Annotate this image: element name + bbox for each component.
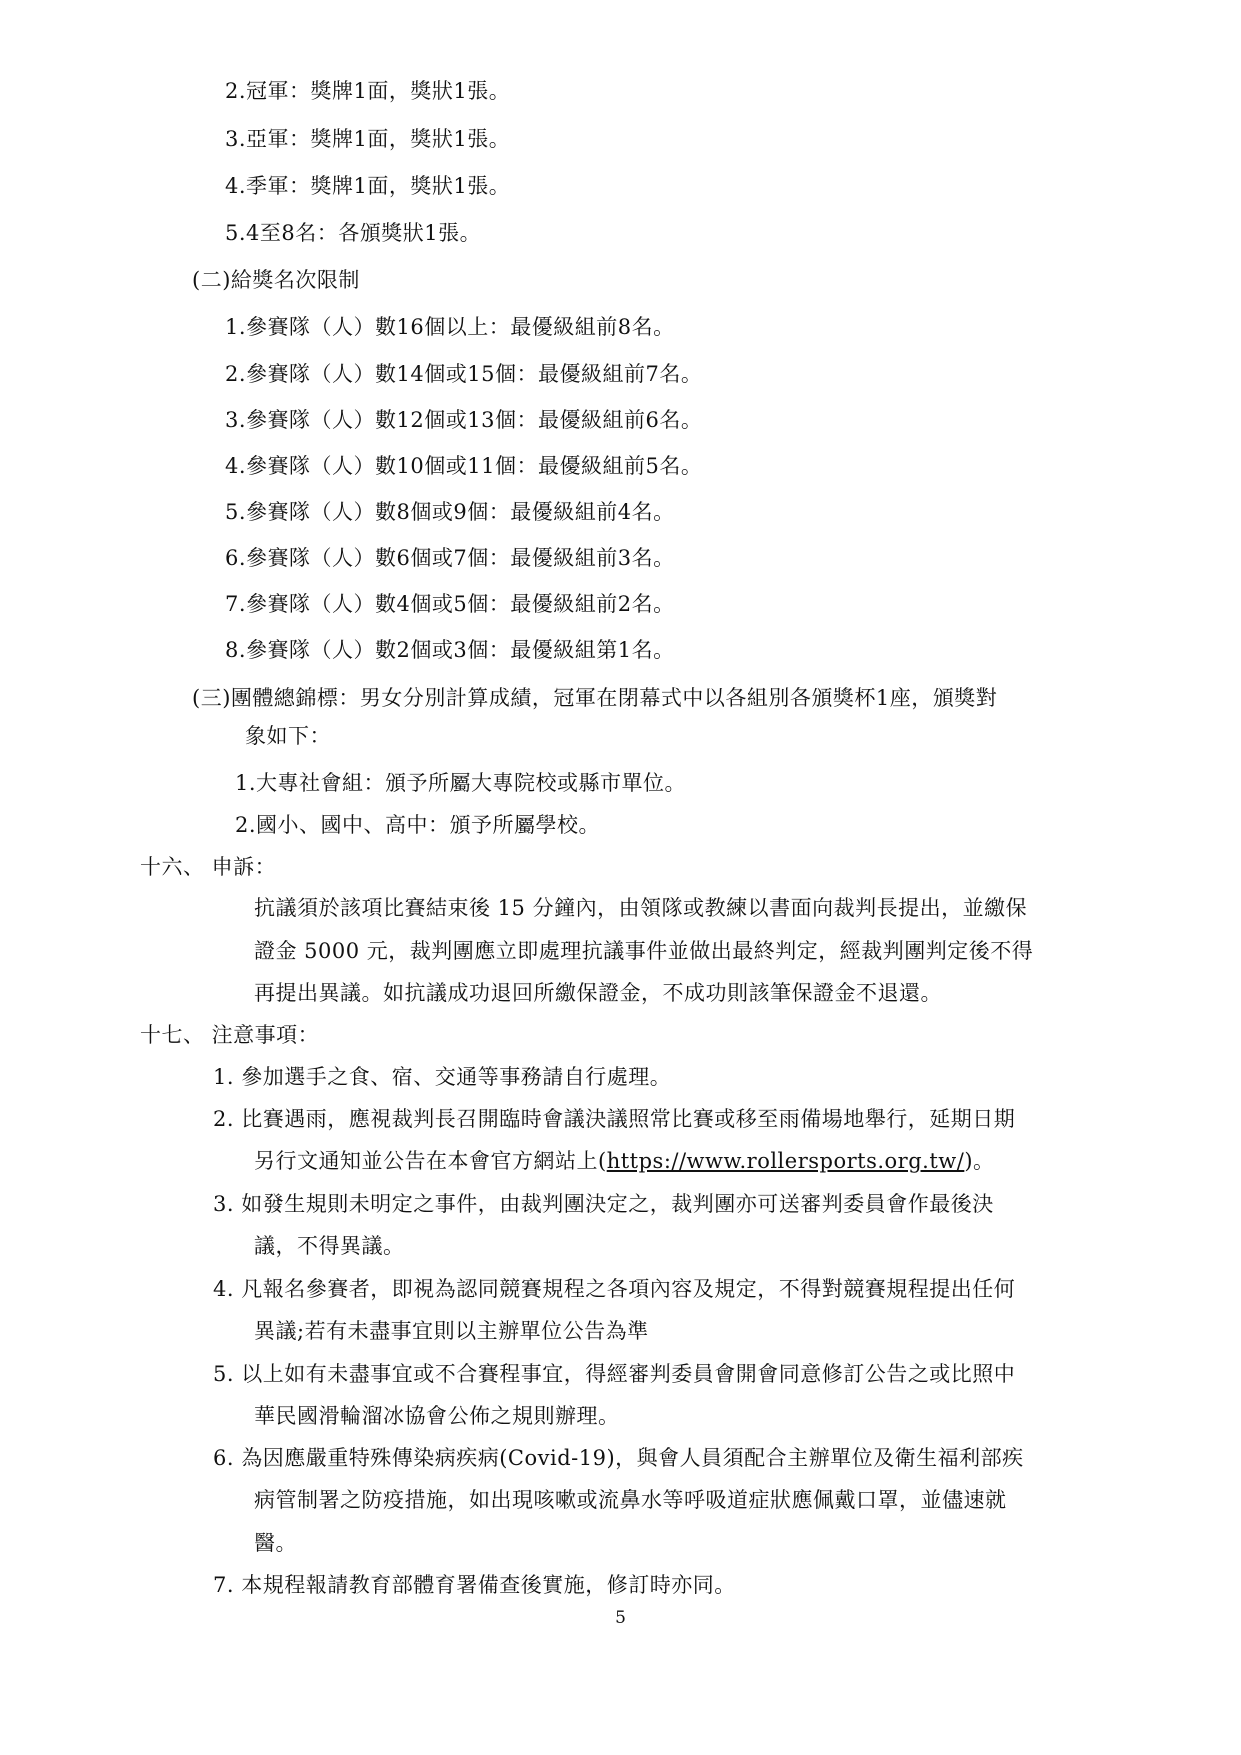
note-item-7: 7. 本規程報請教育部體育署備查後實施，修訂時亦同。 bbox=[213, 1573, 736, 1597]
note-item-3-line2: 議，不得異議。 bbox=[254, 1234, 405, 1258]
limit-item: 5.參賽隊（人）數8個或9個：最優級組前4名。 bbox=[225, 500, 675, 524]
limit-item: 7.參賽隊（人）數4個或5個：最優級組前2名。 bbox=[225, 592, 675, 616]
limit-item: 2.參賽隊（人）數14個或15個：最優級組前7名。 bbox=[225, 362, 703, 386]
appeal-line: 再提出異議。如抗議成功退回所繳保證金，不成功則該筆保證金不退還。 bbox=[254, 981, 942, 1005]
note-item-5-line1: 5. 以上如有未盡事宜或不合賽程事宜，得經審判委員會開會同意修訂公告之或比照中 bbox=[213, 1362, 1016, 1386]
team-trophy-item: 1.大專社會組：頒予所屬大專院校或縣市單位。 bbox=[235, 771, 687, 795]
award-item-third: 4.季軍：獎牌1面，獎狀1張。 bbox=[225, 174, 511, 198]
appeal-heading: 十六、 申訴： bbox=[140, 855, 277, 879]
appeal-line: 證金 5000 元，裁判團應立即處理抗議事件並做出最終判定，經裁判團判定後不得 bbox=[254, 939, 1034, 963]
note-item-6-line1: 6. 為因應嚴重特殊傳染病疾病(Covid-19)，與會人員須配合主辦單位及衛生福利部疾 bbox=[213, 1446, 1024, 1470]
note-item-5-line2: 華民國滑輪溜冰協會公佈之規則辦理。 bbox=[254, 1404, 620, 1428]
award-item-4-to-8: 5.4至8名：各頒獎狀1張。 bbox=[225, 221, 482, 245]
note-item-1: 1. 參加選手之食、宿、交通等事務請自行處理。 bbox=[213, 1065, 672, 1089]
appeal-line: 抗議須於該項比賽結束後 15 分鐘內，由領隊或教練以書面向裁判長提出，並繳保 bbox=[254, 896, 1028, 920]
page-number: 5 bbox=[615, 1608, 626, 1628]
limit-item: 4.參賽隊（人）數10個或11個：最優級組前5名。 bbox=[225, 454, 703, 478]
limit-item: 1.參賽隊（人）數16個以上：最優級組前8名。 bbox=[225, 315, 675, 339]
team-trophy-line1: (三)團體總錦標：男女分別計算成績，冠軍在閉幕式中以各組別各頒獎杯1座，頒獎對 bbox=[192, 686, 998, 710]
limit-item: 8.參賽隊（人）數2個或3個：最優級組第1名。 bbox=[225, 638, 675, 662]
award-item-runner-up: 3.亞軍：獎牌1面，獎狀1張。 bbox=[225, 127, 511, 151]
limit-item: 6.參賽隊（人）數6個或7個：最優級組前3名。 bbox=[225, 546, 675, 570]
note-item-2-line1: 2. 比賽遇雨，應視裁判長召開臨時會議決議照常比賽或移至雨備場地舉行，延期日期 bbox=[213, 1107, 1016, 1131]
team-trophy-item: 2.國小、國中、高中：頒予所屬學校。 bbox=[235, 813, 601, 837]
note-item-6-line2: 病管制署之防疫措施，如出現咳嗽或流鼻水等呼吸道症狀應佩戴口罩，並儘速就 bbox=[254, 1488, 1007, 1512]
notes-heading: 十七、 注意事項： bbox=[140, 1023, 320, 1047]
team-trophy-line2: 象如下： bbox=[245, 724, 331, 748]
note-item-2-text: 另行文通知並公告在本會官方網站上( bbox=[254, 1149, 607, 1173]
note-item-2-close: )。 bbox=[964, 1149, 995, 1173]
award-item-champion: 2.冠軍：獎牌1面，獎狀1張。 bbox=[225, 79, 511, 103]
note-item-4-line1: 4. 凡報名參賽者，即視為認同競賽規程之各項內容及規定，不得對競賽規程提出任何 bbox=[213, 1277, 1016, 1301]
note-item-6-line3: 醫。 bbox=[254, 1531, 297, 1555]
note-item-4-line2: 異議;若有未盡事宜則以主辦單位公告為準 bbox=[254, 1319, 649, 1343]
website-link[interactable]: https://www.rollersports.org.tw/ bbox=[606, 1149, 965, 1173]
limits-heading: (二)給獎名次限制 bbox=[192, 268, 360, 292]
limit-item: 3.參賽隊（人）數12個或13個：最優級組前6名。 bbox=[225, 408, 703, 432]
note-item-2-line2 bbox=[254, 1146, 995, 1176]
note-item-3-line1: 3. 如發生規則未明定之事件，由裁判團決定之，裁判團亦可送審判委員會作最後決 bbox=[213, 1192, 994, 1216]
